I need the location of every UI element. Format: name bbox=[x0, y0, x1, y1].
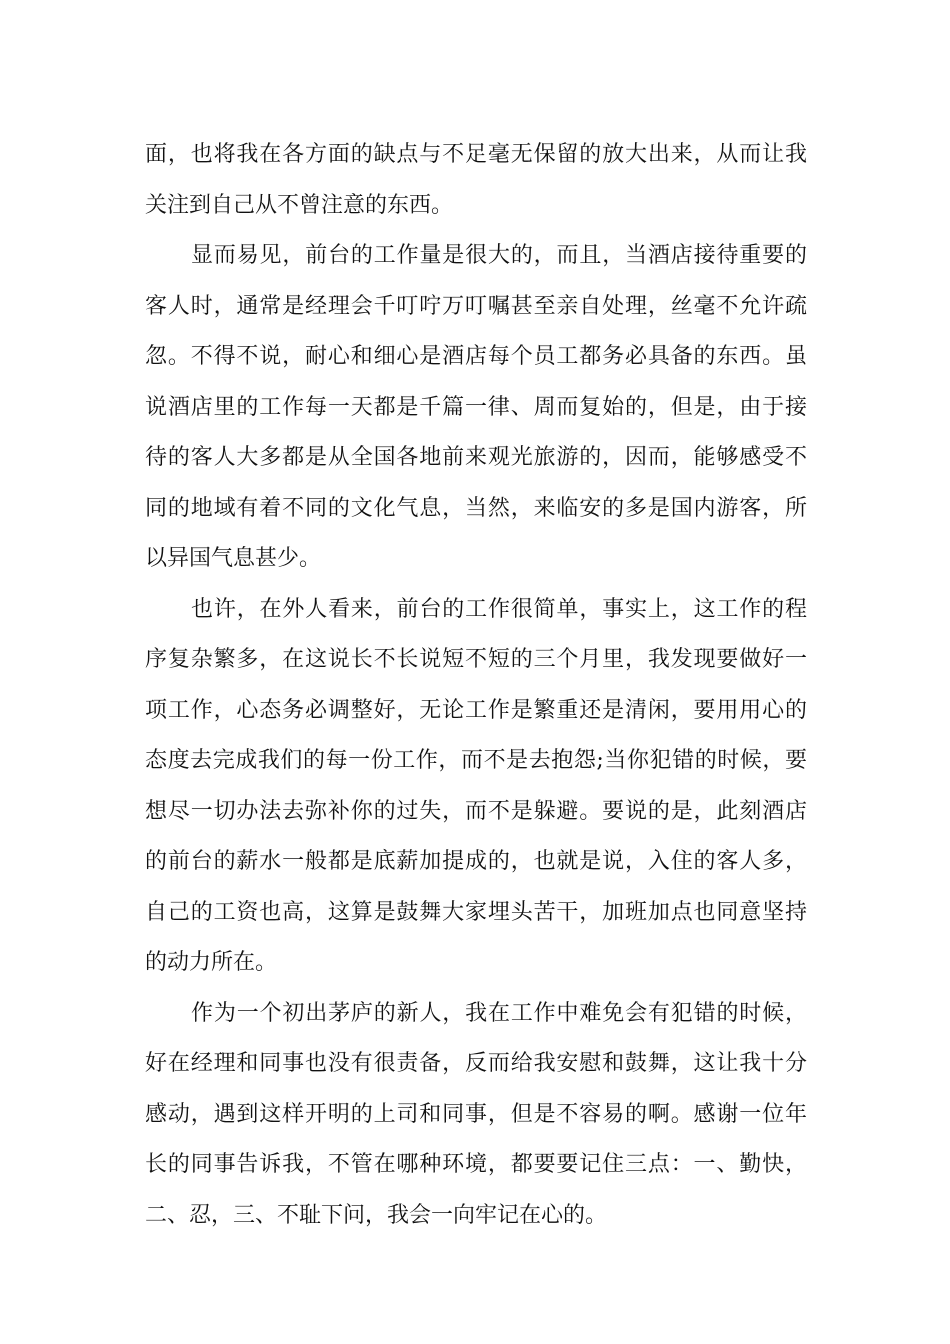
text-line: 项工作，心态务必调整好，无论工作是繁重还是清闲，要用用心的 bbox=[145, 697, 807, 723]
text-line: 显而易见，前台的工作量是很大的，而且，当酒店接待重要的 bbox=[191, 243, 807, 268]
document-body bbox=[145, 130, 807, 1241]
text-line: 好在经理和同事也没有很责备，反而给我安慰和鼓舞，这让我十分 bbox=[145, 1051, 807, 1076]
text-line: 的前台的薪水一般都是底薪加提成的，也就是说，入住的客人多， bbox=[145, 849, 807, 874]
paragraph bbox=[145, 130, 807, 231]
text-line: 作为一个初出茅庐的新人，我在工作中难免会有犯错的时候， bbox=[191, 1000, 807, 1026]
text-line: 的动力所在。 bbox=[145, 950, 278, 975]
text-line: 以异国气息甚少。 bbox=[145, 546, 322, 571]
text-line: 自己的工资也高，这算是鼓舞大家埋头苦干，加班加点也同意坚持 bbox=[145, 899, 807, 925]
text-line: 待的客人大多都是从全国各地前来观光旅游的，因而，能够感受不 bbox=[145, 445, 807, 470]
paragraph bbox=[145, 231, 807, 585]
text-line: 说酒店里的工作每一天都是千篇一律、周而复始的，但是，由于接 bbox=[145, 394, 807, 420]
text-line: 二、忍，三、不耻下问，我会一向牢记在心的。 bbox=[145, 1202, 608, 1228]
paragraph bbox=[145, 585, 807, 989]
text-line: 也许，在外人看来，前台的工作很简单，事实上，这工作的程 bbox=[191, 596, 807, 622]
text-line: 同的地域有着不同的文化气息，当然，来临安的多是国内游客，所 bbox=[145, 495, 807, 521]
text-line: 感动，遇到这样开明的上司和同事，但是不容易的啊。感谢一位年 bbox=[145, 1101, 807, 1127]
text-line: 长的同事告诉我，不管在哪种环境，都要要记住三点：一、勤快， bbox=[145, 1152, 807, 1177]
text-line: 态度去完成我们的每一份工作，而不是去抱怨;当你犯错的时候，要 bbox=[145, 748, 807, 773]
text-line: 忽。不得不说，耐心和细心是酒店每个员工都务必具备的东西。虽 bbox=[145, 344, 807, 369]
text-line: 客人时，通常是经理会千叮咛万叮嘱甚至亲自处理，丝毫不允许疏 bbox=[145, 293, 807, 319]
text-line: 关注到自己从不曾注意的东西。 bbox=[145, 192, 454, 218]
text-line: 序复杂繁多，在这说长不长说短不短的三个月里，我发现要做好一 bbox=[145, 647, 807, 672]
text-line: 想尽一切办法去弥补你的过失，而不是躲避。要说的是，此刻酒店 bbox=[145, 798, 807, 824]
paragraph bbox=[145, 989, 807, 1242]
text-line: 面，也将我在各方面的缺点与不足毫无保留的放大出来，从而让我 bbox=[145, 142, 807, 167]
